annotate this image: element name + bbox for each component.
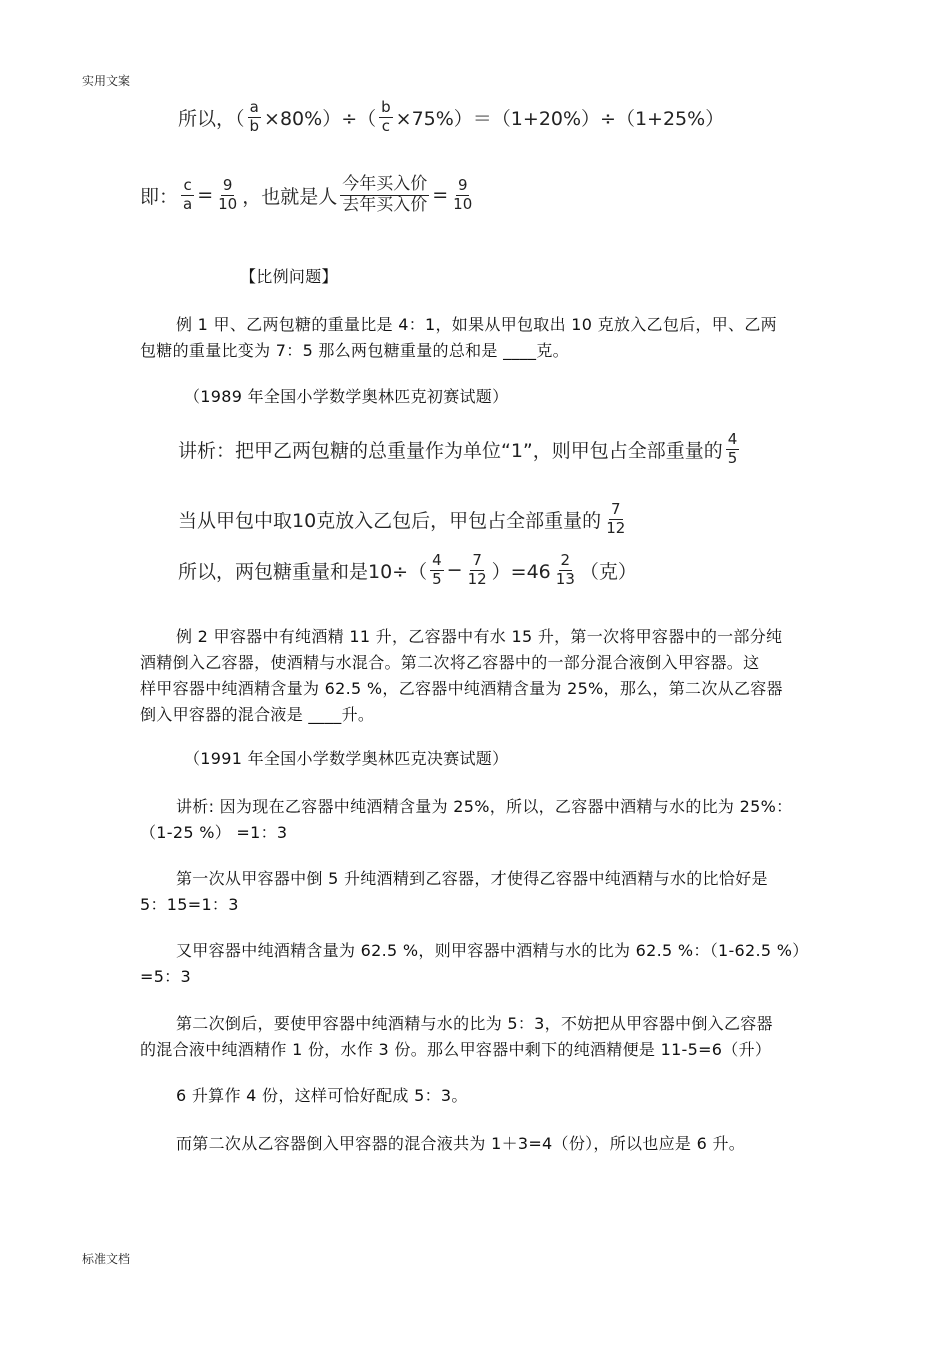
example1-line2: 包糖的重量比变为 7：5 那么两包糖重量的总和是 ____克。 bbox=[140, 341, 569, 360]
fraction-7-12: $\frac{7}{12}$ bbox=[606, 500, 626, 537]
fraction-c-a: $\frac{c}{a}$ bbox=[183, 176, 193, 213]
equation-ratio-change bbox=[178, 100, 724, 135]
fraction-price: $\frac{\text{今年买入价}}{\text{去年买入价}}$ bbox=[342, 174, 428, 215]
solution2-p1-line1: 讲析: 因为现在乙容器中纯酒精含量为 25%，所以，乙容器中酒精与水的比为 25%： bbox=[176, 797, 793, 816]
solution2-p2-line2: 5：15=1：3 bbox=[140, 895, 239, 914]
fraction-a-b: $\frac{a}{b}$ bbox=[249, 98, 260, 135]
example2-line1: 例 2 甲容器中有纯酒精 11 升，乙容器中有水 15 升，第一次将甲容器中的一部分纯 bbox=[176, 627, 783, 646]
fraction-7-12-b: $\frac{7}{12}$ bbox=[467, 551, 487, 588]
equation-price-ratio: 即： $\frac{c}{a}$ = $\frac{9}{10}$ ，也就是人 $\frac{\text{今年买入价}}{\text{去年买入价}}$ = $\frac{9}{10}$ bbox=[140, 174, 473, 215]
solution2-p5: 6 升算作 4 份，这样可恰好配成 5：3。 bbox=[176, 1086, 468, 1105]
page-header: 实用文案 bbox=[82, 74, 131, 88]
solution2-p4-line2: 的混合液中纯酒精作 1 份，水作 3 份。那么甲容器中剩下的纯酒精便是 11-5=6（升） bbox=[140, 1040, 772, 1059]
eq1-prefix: 所以，（ bbox=[178, 107, 245, 130]
eq1-mid1: ×80%）÷（ bbox=[264, 107, 377, 130]
example1-source: （1989 年全国小学数学奥林匹克初赛试题） bbox=[184, 387, 509, 406]
solution1-line2: 当从甲包中取10克放入乙包后，甲包占全部重量的 $\frac{7}{12}$ bbox=[178, 500, 626, 537]
fraction-2-13: $\frac{2}{13}$ bbox=[555, 551, 575, 588]
solution2-p2-line1: 第一次从甲容器中倒 5 升纯酒精到乙容器，才使得乙容器中纯酒精与水的比恰好是 bbox=[176, 869, 768, 888]
fraction-4-5: $\frac{4}{5}$ bbox=[727, 430, 738, 467]
solution2-p6: 而第二次从乙容器倒入甲容器的混合液共为 1＋3=4（份），所以也应是 6 升。 bbox=[176, 1134, 746, 1153]
fraction-4-5-b: $\frac{4}{5}$ bbox=[432, 551, 442, 588]
example2-line2: 酒精倒入乙容器，使酒精与水混合。第二次将乙容器中的一部分混合液倒入甲容器。这 bbox=[140, 653, 760, 672]
solution2-p4-line1: 第二次倒后，要使甲容器中纯酒精与水的比为 5：3，不妨把从甲容器中倒入乙容器 bbox=[176, 1014, 773, 1033]
section-title: 【比例问题】 bbox=[240, 267, 338, 286]
example1-line1: 例 1 甲、乙两包糖的重量比是 4：1，如果从甲包取出 10 克放入乙包后，甲、乙两 bbox=[176, 315, 777, 334]
page-footer: 标准文档 bbox=[82, 1252, 131, 1266]
fraction-b-c: $\frac{b}{c}$ bbox=[381, 98, 391, 135]
eq1-mid2: ×75%）＝（1+20%）÷（1+25%） bbox=[395, 107, 725, 130]
example2-line3: 样甲容器中纯酒精含量为 62.5 %，乙容器中纯酒精含量为 25%，那么，第二次从乙容器 bbox=[140, 679, 783, 698]
fraction-9-10: $\frac{9}{10}$ bbox=[218, 176, 238, 213]
solution2-p3-line1: 又甲容器中纯酒精含量为 62.5 %，则甲容器中酒精与水的比为 62.5 %：（1-62.5 %） bbox=[176, 941, 809, 960]
solution1-line1: 讲析：把甲乙两包糖的总重量作为单位“1”，则甲包占全部重量的 $\frac{4}{5}$ bbox=[178, 430, 738, 467]
example2-source: （1991 年全国小学数学奥林匹克决赛试题） bbox=[184, 749, 509, 768]
fraction-9-10-b: $\frac{9}{10}$ bbox=[453, 176, 473, 213]
solution1-line3: 所以，两包糖重量和是10÷（ $\frac{4}{5}$ − $\frac{7}{12}$ ）=46 $\frac{2}{13}$ （克） bbox=[178, 551, 637, 588]
example2-line4: 倒入甲容器的混合液是 ____升。 bbox=[140, 705, 375, 724]
solution2-p3-line2: =5：3 bbox=[140, 967, 191, 986]
eq2-prefix: 即： bbox=[140, 185, 179, 208]
solution2-p1-line2: （1-25 %） =1：3 bbox=[140, 823, 288, 842]
